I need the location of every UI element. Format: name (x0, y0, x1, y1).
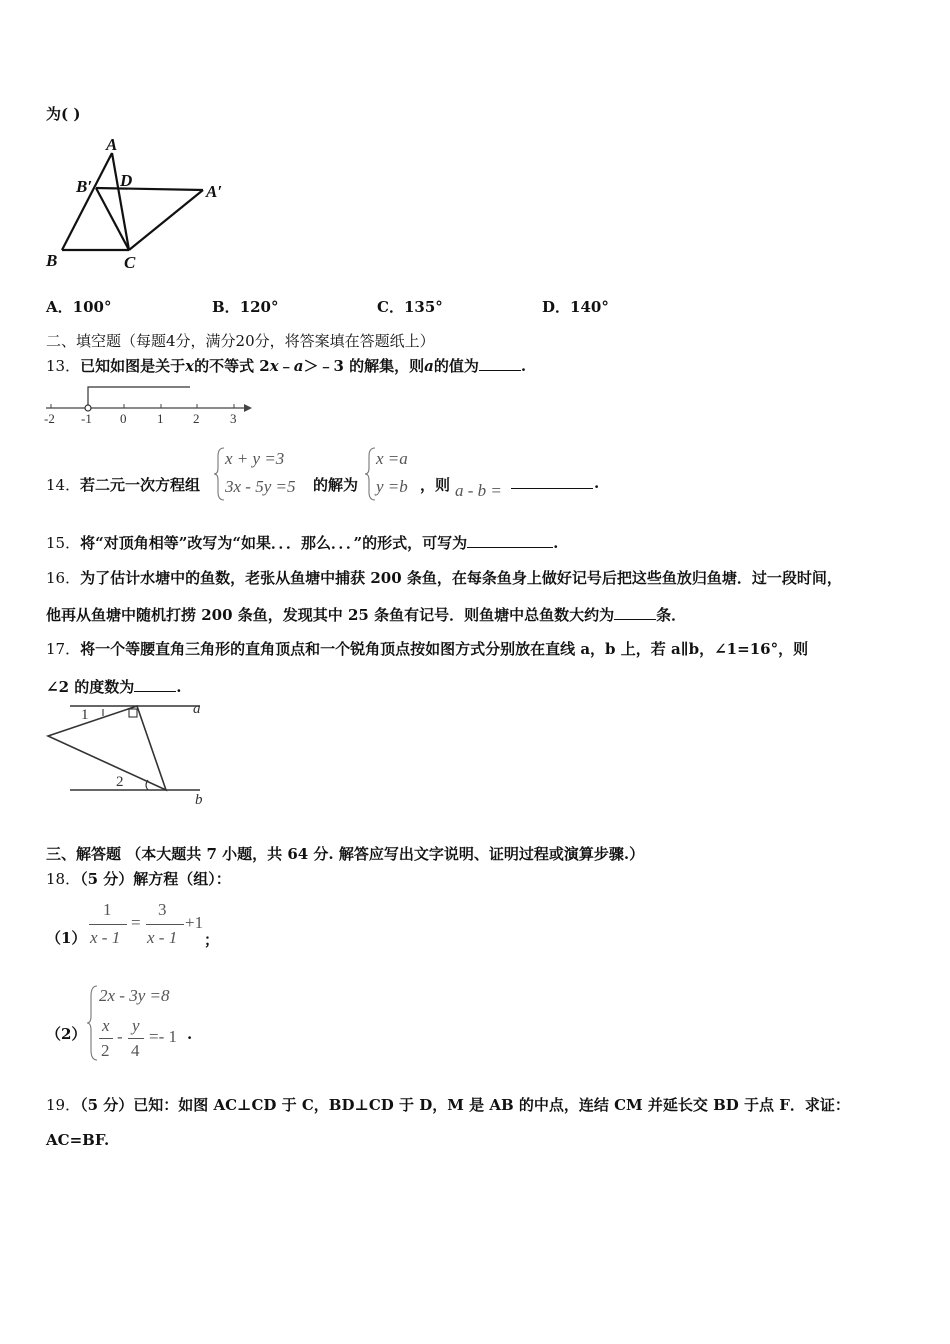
line-ab (62, 153, 112, 250)
eq2-minus: - (117, 1027, 123, 1046)
eq2-rhs: =- 1 (149, 1027, 177, 1046)
q14-pre: 若二元一次方程组 (80, 476, 201, 494)
q17-answer-blank[interactable] (134, 691, 176, 692)
solution-ray (88, 387, 190, 405)
q14-mid: 的解为 (313, 476, 359, 494)
q18-head: 18．（5 分）解方程（组）： (46, 870, 231, 888)
label-b1: B′ (76, 177, 93, 196)
q14-sys1-row1: x + y =3 (225, 449, 285, 468)
frac3-bar (99, 1038, 113, 1039)
q13-answer-blank[interactable] (479, 370, 521, 371)
line-a-label: a (193, 701, 201, 717)
angle1-label: 1 (81, 707, 89, 723)
q19-line2: AC=BF. (46, 1131, 110, 1149)
q14-expr: a - b = (455, 481, 502, 500)
section3-title: 三、解答题 （本大题共 7 小题，共 64 分. 解答应写出文字说明、证明过程或演算步骤.） (46, 845, 645, 863)
q17-line2: ∠2 的度数为 . (46, 678, 182, 696)
frac2-bar (146, 924, 184, 925)
label-a: A (106, 135, 118, 154)
tick-label: -2 (44, 411, 55, 426)
label-d: D (120, 171, 133, 190)
frac3-den: 2 (101, 1041, 110, 1060)
option-d[interactable]: D．140° (542, 298, 609, 316)
label-a1: A′ (206, 182, 223, 201)
q18-part2-label: （2） (46, 1025, 87, 1043)
line-b-label: b (195, 792, 203, 808)
q17-line1: 17．将一个等腰直角三角形的直角顶点和一个锐角顶点按如图方式分别放在直线 a，b 上，若 a∥b，∠1=16°，则 (46, 640, 809, 658)
frac1-bar (89, 924, 127, 925)
q14-sys1-row2: 3x - 5y =5 (225, 477, 296, 496)
tick-label: 1 (157, 411, 164, 426)
tick-label: -1 (81, 411, 92, 426)
q16-line2: 他再从鱼塘中随机打捞 200 条鱼，发现其中 25 条鱼有记号．则鱼塘中总鱼数大约为 条． (46, 606, 687, 624)
label-b: B (46, 251, 58, 270)
line-a1c (129, 190, 203, 250)
frac2-num: 3 (158, 900, 167, 919)
q14-num: 14． (46, 476, 81, 494)
right-angle-mark (129, 709, 137, 717)
q13-line: 13．已知如图是关于x的不等式 2x﹣a＞﹣3 的解集，则a的值为 . (46, 357, 527, 375)
q13-number-line (40, 380, 260, 428)
eq1-equals: = (131, 913, 141, 932)
q14-sys2-row1: x =a (376, 449, 408, 468)
angle2-label: 2 (116, 774, 124, 790)
q15-line: 15．将“对顶角相等”改写为“如果．．．那么．．．”的形式，可写为 . (46, 534, 559, 552)
eq2-end: . (187, 1025, 193, 1043)
q14-then: ，则 (420, 476, 451, 494)
frac4-bar (128, 1038, 144, 1039)
q16-line1: 16．为了估计水塘中的鱼数，老张从鱼塘中捕获 200 条鱼，在每条鱼身上做好记号后把这些鱼放归鱼塘．过一段时间， (46, 569, 842, 587)
line-b1a1 (96, 188, 203, 190)
section2-title: 二、填空题（每题4分，满分20分，将答案填在答题纸上） (46, 332, 435, 350)
label-c: C (124, 253, 136, 272)
frac4-den: 4 (131, 1041, 140, 1060)
option-a[interactable]: A．100° (46, 298, 112, 316)
q14-sys2-row2: y =b (376, 477, 408, 496)
tick-label: 3 (230, 411, 237, 426)
frac4-num: y (132, 1016, 140, 1035)
q15-answer-blank[interactable] (467, 547, 553, 548)
q18-part1-label: （1） (46, 929, 87, 947)
q18-sys-row1: 2x - 3y =8 (99, 986, 170, 1005)
q12-tail: 为( ) (46, 105, 81, 123)
tick-label: 0 (120, 411, 127, 426)
eq1-end: ； (204, 931, 220, 949)
eq1-plus: +1 (185, 913, 204, 932)
q12-figure (40, 135, 240, 275)
option-b[interactable]: B．120° (212, 298, 279, 316)
option-c[interactable]: C．135° (377, 298, 443, 316)
q17-figure (40, 698, 220, 810)
q14-answer-blank[interactable] (511, 476, 593, 489)
q16-answer-blank[interactable] (614, 619, 656, 620)
tick-label: 2 (193, 411, 200, 426)
triangle (48, 706, 166, 790)
frac1-den: x - 1 (90, 928, 121, 947)
q18-brace (86, 984, 100, 1062)
q19-line1: 19．（5 分）已知：如图 AC⊥CD 于 C，BD⊥CD 于 D，M 是 AB 的中点，连结 CM 并延长交 BD 于点 F．求证： (46, 1096, 850, 1114)
q14-end: . (594, 474, 600, 492)
frac3-num: x (102, 1016, 110, 1035)
frac1-num: 1 (103, 900, 112, 919)
frac2-den: x - 1 (147, 928, 178, 947)
